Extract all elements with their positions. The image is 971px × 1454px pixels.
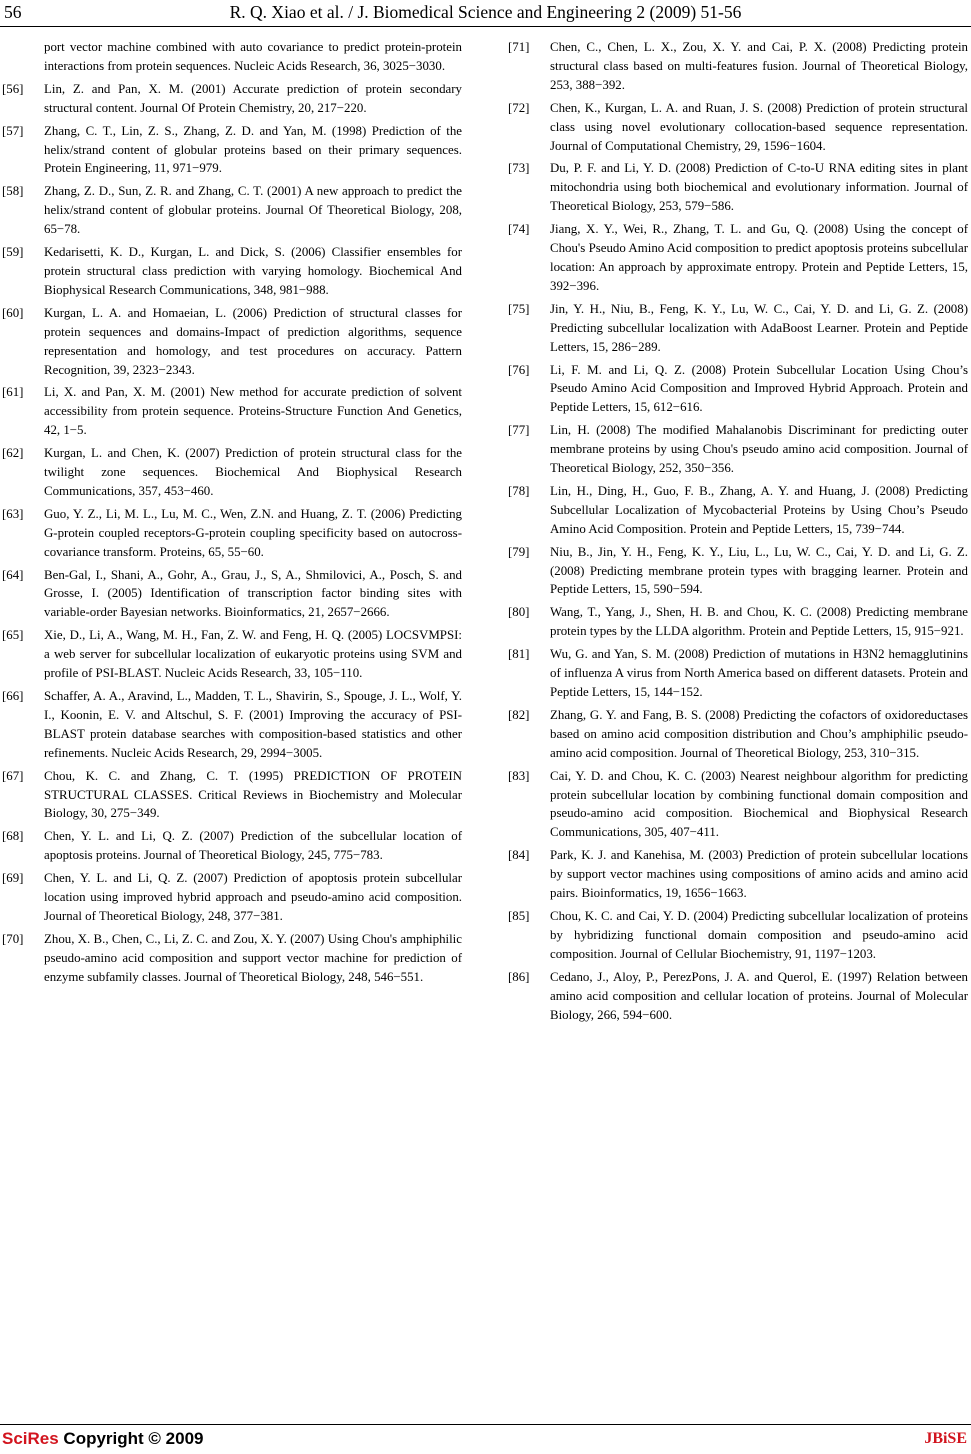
reference-number: [61] — [2, 385, 24, 400]
reference-text: Park, K. J. and Kanehisa, M. (2003) Prediction of protein subcellular locations by support vector machines using compositions of amino acids and amino acid pairs. Bioinformatics, 19, 1656−1663. — [550, 848, 968, 901]
reference-text: Guo, Y. Z., Li, M. L., Lu, M. C., Wen, Z.N. and Huang, Z. T. (2006) Predicting G-protein coupled receptors-G-protein coupling specificity based on autocross-covariance transform. Proteins, 65, 55−60. — [44, 506, 462, 559]
reference-text: Kurgan, L. and Chen, K. (2007) Prediction of protein structural class for the twilight zone sequences. Biochemical And Biophysical Research Communications, 357, 453−460. — [44, 446, 462, 498]
reference-text: Chou, K. C. and Zhang, C. T. (1995) PREDICTION OF PROTEIN STRUCTURAL CLASSES. Critical Reviews in Biochemistry and Molecular Biology, 30, 275−349. — [44, 768, 462, 821]
reference-number: [79] — [508, 544, 530, 559]
reference-number: [78] — [508, 483, 530, 498]
reference-item — [2, 930, 462, 987]
reference-item — [508, 706, 968, 763]
running-title: R. Q. Xiao et al. / J. Biomedical Science and Engineering 2 (2009) 51-56 — [229, 2, 742, 22]
reference-text: Cai, Y. D. and Chou, K. C. (2003) Nearest neighbour algorithm for predicting protein subcellular location by combining functional domain composition and pseudo-amino acid composition. Biochemical and Biophysical Research Communications, 305, 407−411. — [550, 768, 968, 840]
reference-number: [68] — [2, 829, 24, 844]
reference-item — [2, 869, 462, 926]
reference-text: Zhang, C. T., Lin, Z. S., Zhang, Z. D. and Yan, M. (1998) Prediction of the helix/strand content of globular proteins based on their primary sequences. Protein Engineering, 11, 971−979. — [44, 123, 462, 176]
reference-item — [2, 304, 462, 380]
reference-item — [2, 767, 462, 824]
reference-text: Li, X. and Pan, X. M. (2001) New method for accurate prediction of solvent accessibility from protein sequence. Proteins-Structure Function And Genetics, 42, 1−5. — [44, 385, 462, 438]
reference-item — [508, 220, 968, 296]
reference-number: [83] — [508, 768, 530, 783]
reference-item — [508, 159, 968, 216]
reference-text: Chen, Y. L. and Li, Q. Z. (2007) Prediction of apoptosis protein subcellular location using improved hybrid approach and pseudo-amino acid composition. Journal of Theoretical Biology, 248, 377−381. — [44, 871, 462, 923]
reference-text: Niu, B., Jin, Y. H., Feng, K. Y., Liu, L., Lu, W. C., Cai, Y. D. and Li, G. Z. (2008) Predicting membrane protein types with bragging learner. Protein and Peptide Letters, 15, 590−594. — [550, 544, 968, 597]
footer-rule — [0, 1424, 971, 1425]
reference-text: Cedano, J., Aloy, P., PerezPons, J. A. and Querol, E. (1997) Relation between amino acid composition and cellular location of proteins. Journal of Molecular Biology, 266, 594−600. — [550, 969, 968, 1022]
reference-item — [2, 444, 462, 501]
reference-item — [2, 505, 462, 562]
reference-text: Ben-Gal, I., Shani, A., Gohr, A., Grau, J., S, A., Shmilovici, A., Posch, S. and Grosse, I. (2005) Identification of transcription factor binding sites with variable-order Bayesian networks. Bioinformatics, 21, 2657−2666. — [44, 567, 462, 620]
reference-text: Kedarisetti, K. D., Kurgan, L. and Dick, S. (2006) Classifier ensembles for protein structural class prediction with varying homology. Biochemical And Biophysical Research Communications, 348, 981−988. — [44, 245, 462, 297]
left-column — [2, 38, 462, 991]
reference-text: Zhang, G. Y. and Fang, B. S. (2008) Predicting the cofactors of oxidoreductases based on amino acid composition distribution and Chou’s amphiphilic pseudo-amino acid composition. Journal of Theoretical Biology, 253, 310−315. — [550, 707, 968, 760]
reference-continuation: port vector machine combined with auto covariance to predict protein-protein interactions from protein sequences. Nucleic Acids Research, 36, 3025−3030. — [44, 40, 462, 73]
reference-item — [2, 80, 462, 118]
reference-number: [76] — [508, 362, 530, 377]
reference-text: Wang, T., Yang, J., Shen, H. B. and Chou, K. C. (2008) Predicting membrane protein types by the LLDA algorithm. Protein and Peptide Letters, 15, 915−921. — [550, 605, 968, 639]
page-number: 56 — [4, 2, 22, 22]
reference-number: [67] — [2, 768, 24, 783]
copyright-notice: Copyright © 2009 — [58, 1429, 204, 1448]
reference-text: Jiang, X. Y., Wei, R., Zhang, T. L. and Gu, Q. (2008) Using the concept of Chou's Pseudo Amino Acid composition to predict apoptosis proteins subcellular location: An approach by approximate entropy. Protein and Peptide Letters, 15, 392−396. — [550, 222, 968, 293]
publisher-brand — [2, 1429, 204, 1449]
reference-number: [70] — [2, 931, 24, 946]
reference-text: Chen, C., Chen, L. X., Zou, X. Y. and Cai, P. X. (2008) Predicting protein structural class based on multi-features fusion. Journal of Theoretical Biology, 253, 388−392. — [550, 40, 968, 92]
reference-text: Xie, D., Li, A., Wang, M. H., Fan, Z. W. and Feng, H. Q. (2005) LOCSVMPSI: a web server for subcellular localization of eukaryotic proteins using SVM and profile of PSI-BLAST. Nucleic Acids Research, 33, 105−110. — [44, 628, 462, 681]
reference-number: [58] — [2, 184, 24, 199]
reference-number: [77] — [508, 423, 530, 438]
reference-item — [2, 687, 462, 763]
page-footer — [0, 1424, 971, 1454]
reference-number: [65] — [2, 628, 24, 643]
reference-item — [508, 361, 968, 418]
reference-list-left — [2, 80, 462, 987]
reference-number: [71] — [508, 40, 530, 54]
reference-text: Zhang, Z. D., Sun, Z. R. and Zhang, C. T. (2001) A new approach to predict the helix/strand content of globular proteins. Journal Of Theoretical Biology, 208, 65−78. — [44, 184, 462, 237]
reference-text: Kurgan, L. A. and Homaeian, L. (2006) Prediction of structural classes for protein sequences and domains-Impact of prediction algorithms, sequence representation and homology, and test procedures on accuracy. Pattern Recognition, 39, 2323−2343. — [44, 305, 462, 377]
reference-item — [508, 645, 968, 702]
reference-list-right — [508, 38, 968, 1024]
right-column — [508, 38, 968, 1028]
reference-item — [2, 827, 462, 865]
reference-text: Du, P. F. and Li, Y. D. (2008) Prediction of C-to-U RNA editing sites in plant mitochondria using both biochemical and evolutionary information. Journal of Theoretical Biology, 253, 579−586. — [550, 161, 968, 214]
reference-text: Jin, Y. H., Niu, B., Feng, K. Y., Lu, W. C., Cai, Y. D. and Li, G. Z. (2008) Predicting subcellular localization with AdaBoost Learner. Protein and Peptide Letters, 15, 286−289. — [550, 301, 968, 354]
reference-item — [508, 907, 968, 964]
header-rule — [0, 26, 971, 27]
reference-item — [2, 566, 462, 623]
reference-item — [508, 603, 968, 641]
reference-number: [57] — [2, 123, 24, 138]
reference-number: [60] — [2, 305, 24, 320]
reference-text: Chen, Y. L. and Li, Q. Z. (2007) Prediction of the subcellular location of apoptosis proteins. Journal of Theoretical Biology, 245, 775−783. — [44, 829, 462, 863]
reference-number: [72] — [508, 100, 530, 115]
reference-item — [508, 38, 968, 95]
reference-text: Zhou, X. B., Chen, C., Li, Z. C. and Zou, X. Y. (2007) Using Chou's amphiphilic pseudo-amino acid composition and support vector machine for prediction of enzyme subfamily classes. Journal of Theoretical Biology, 248, 546−551. — [44, 931, 462, 984]
reference-text: Chou, K. C. and Cai, Y. D. (2004) Predicting subcellular localization of proteins by hybridizing functional domain composition and pseudo-amino acid composition. Journal of Cellular Biochemistry, 91, 1197−1203. — [550, 908, 968, 961]
reference-item — [2, 182, 462, 239]
journal-abbrev: JBiSE — [924, 1430, 967, 1447]
publisher-name: SciRes — [2, 1429, 59, 1448]
reference-item — [2, 626, 462, 683]
reference-text: Lin, Z. and Pan, X. M. (2001) Accurate prediction of protein secondary structural content. Journal Of Protein Chemistry, 20, 217−220. — [44, 81, 462, 115]
reference-number: [66] — [2, 689, 24, 703]
reference-number: [84] — [508, 848, 530, 863]
reference-item — [508, 482, 968, 539]
reference-number: [82] — [508, 707, 530, 722]
reference-number: [73] — [508, 161, 530, 176]
reference-text: Li, F. M. and Li, Q. Z. (2008) Protein Subcellular Location Using Chou’s Pseudo Amino Acid Composition and Improved Hybrid Approach. Protein and Peptide Letters, 15, 612−616. — [550, 362, 968, 415]
reference-text: Lin, H. (2008) The modified Mahalanobis Discriminant for predicting outer membrane proteins by using Chou's pseudo amino acid composition. Journal of Theoretical Biology, 252, 350−356. — [550, 423, 968, 476]
reference-text: Schaffer, A. A., Aravind, L., Madden, T. L., Shavirin, S., Spouge, J. L., Wolf, Y. I., Koonin, E. V. and Altschul, S. F. (2001) Improving the accuracy of PSI-BLAST protein database searches with composition-based statistics and other refinements. Nucleic Acids Research, 29, 2994−3005. — [44, 689, 462, 760]
reference-number: [64] — [2, 567, 24, 582]
reference-number: [63] — [2, 506, 24, 521]
reference-number: [62] — [2, 446, 24, 461]
reference-number: [69] — [2, 871, 24, 886]
reference-item — [508, 968, 968, 1025]
reference-item — [508, 846, 968, 903]
reference-item — [2, 122, 462, 179]
reference-number: [56] — [2, 81, 24, 96]
page-header — [0, 2, 971, 28]
reference-number: [81] — [508, 647, 530, 662]
reference-text: Chen, K., Kurgan, L. A. and Ruan, J. S. (2008) Prediction of protein structural class using novel evolutionary collocation-based sequence representation. Journal of Computational Chemistry, 29, 1596−1604. — [550, 100, 968, 153]
reference-number: [86] — [508, 969, 530, 984]
reference-text: Lin, H., Ding, H., Guo, F. B., Zhang, A. Y. and Huang, J. (2008) Predicting Subcellular Localization of Mycobacterial Proteins by Using Chou’s Pseudo Amino Acid Composition. Protein and Peptide Letters, 15, 739−744. — [550, 483, 968, 536]
reference-item — [508, 543, 968, 600]
reference-item — [2, 383, 462, 440]
reference-number: [85] — [508, 908, 530, 923]
reference-number: [74] — [508, 222, 530, 237]
reference-item — [508, 421, 968, 478]
reference-item — [508, 300, 968, 357]
reference-number: [59] — [2, 245, 24, 260]
reference-item — [508, 99, 968, 156]
reference-text: Wu, G. and Yan, S. M. (2008) Prediction of mutations in H3N2 hemagglutinins of influenza A virus from North America based on different datasets. Protein and Peptide Letters, 15, 144−152. — [550, 647, 968, 699]
reference-item — [508, 767, 968, 843]
reference-number: [80] — [508, 605, 530, 620]
reference-number: [75] — [508, 301, 530, 316]
reference-item — [2, 243, 462, 300]
